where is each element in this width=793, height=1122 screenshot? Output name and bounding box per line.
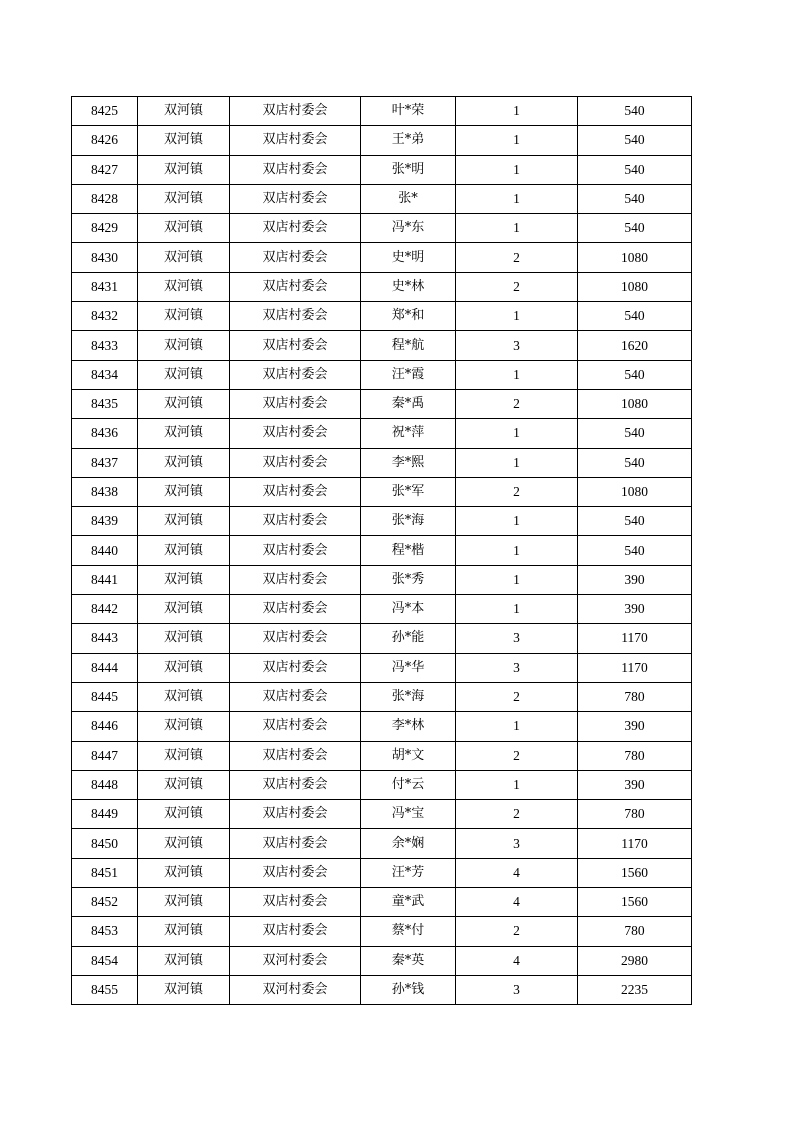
table-row	[72, 624, 692, 653]
table-row	[72, 389, 692, 418]
town-cell: 双河镇	[138, 653, 230, 682]
row-number-cell: 8426	[72, 126, 138, 155]
row-number-cell: 8455	[72, 975, 138, 1004]
row-number-cell: 8441	[72, 565, 138, 594]
row-number-cell: 8435	[72, 389, 138, 418]
amount-cell: 1170	[578, 624, 692, 653]
count-cell: 2	[456, 800, 578, 829]
row-number-cell: 8444	[72, 653, 138, 682]
count-cell: 1	[456, 214, 578, 243]
count-cell: 2	[456, 741, 578, 770]
amount-cell: 390	[578, 565, 692, 594]
name-cell: 付*云	[361, 770, 456, 799]
count-cell: 1	[456, 712, 578, 741]
table-row	[72, 272, 692, 301]
village-committee-cell: 双店村委会	[230, 888, 361, 917]
amount-cell: 540	[578, 214, 692, 243]
amount-cell: 2235	[578, 975, 692, 1004]
amount-cell: 540	[578, 126, 692, 155]
count-cell: 2	[456, 477, 578, 506]
table-row	[72, 302, 692, 331]
table-row	[72, 946, 692, 975]
amount-cell: 540	[578, 97, 692, 126]
name-cell: 史*明	[361, 243, 456, 272]
row-number-cell: 8453	[72, 917, 138, 946]
row-number-cell: 8450	[72, 829, 138, 858]
name-cell: 祝*萍	[361, 419, 456, 448]
row-number-cell: 8449	[72, 800, 138, 829]
count-cell: 4	[456, 858, 578, 887]
count-cell: 1	[456, 184, 578, 213]
town-cell: 双河镇	[138, 419, 230, 448]
name-cell: 李*熙	[361, 448, 456, 477]
name-cell: 张*海	[361, 507, 456, 536]
count-cell: 1	[456, 302, 578, 331]
name-cell: 孙*钱	[361, 975, 456, 1004]
row-number-cell: 8443	[72, 624, 138, 653]
amount-cell: 2980	[578, 946, 692, 975]
row-number-cell: 8427	[72, 155, 138, 184]
village-committee-cell: 双店村委会	[230, 477, 361, 506]
table-row	[72, 243, 692, 272]
amount-cell: 1080	[578, 272, 692, 301]
count-cell: 2	[456, 917, 578, 946]
name-cell: 冯*华	[361, 653, 456, 682]
name-cell: 郑*和	[361, 302, 456, 331]
name-cell: 张*	[361, 184, 456, 213]
count-cell: 1	[456, 507, 578, 536]
village-committee-cell: 双店村委会	[230, 243, 361, 272]
count-cell: 3	[456, 624, 578, 653]
village-committee-cell: 双店村委会	[230, 741, 361, 770]
village-committee-cell: 双店村委会	[230, 184, 361, 213]
village-committee-cell: 双店村委会	[230, 419, 361, 448]
table-row	[72, 975, 692, 1004]
amount-cell: 780	[578, 682, 692, 711]
village-committee-cell: 双店村委会	[230, 565, 361, 594]
town-cell: 双河镇	[138, 800, 230, 829]
table-row	[72, 888, 692, 917]
name-cell: 余*娴	[361, 829, 456, 858]
table-row	[72, 184, 692, 213]
row-number-cell: 8436	[72, 419, 138, 448]
table-row	[72, 214, 692, 243]
amount-cell: 540	[578, 536, 692, 565]
table-row	[72, 507, 692, 536]
name-cell: 张*明	[361, 155, 456, 184]
name-cell: 童*武	[361, 888, 456, 917]
amount-cell: 780	[578, 741, 692, 770]
amount-cell: 540	[578, 419, 692, 448]
table-row	[72, 155, 692, 184]
amount-cell: 780	[578, 800, 692, 829]
amount-cell: 1560	[578, 858, 692, 887]
row-number-cell: 8442	[72, 595, 138, 624]
row-number-cell: 8438	[72, 477, 138, 506]
village-committee-cell: 双店村委会	[230, 389, 361, 418]
village-committee-cell: 双店村委会	[230, 97, 361, 126]
count-cell: 1	[456, 419, 578, 448]
town-cell: 双河镇	[138, 214, 230, 243]
name-cell: 王*弟	[361, 126, 456, 155]
count-cell: 3	[456, 829, 578, 858]
amount-cell: 1560	[578, 888, 692, 917]
count-cell: 1	[456, 360, 578, 389]
count-cell: 4	[456, 888, 578, 917]
amount-cell: 390	[578, 595, 692, 624]
town-cell: 双河镇	[138, 448, 230, 477]
count-cell: 2	[456, 389, 578, 418]
table-row	[72, 712, 692, 741]
amount-cell: 1080	[578, 243, 692, 272]
town-cell: 双河镇	[138, 770, 230, 799]
amount-cell: 1080	[578, 389, 692, 418]
village-committee-cell: 双店村委会	[230, 829, 361, 858]
village-committee-cell: 双店村委会	[230, 126, 361, 155]
town-cell: 双河镇	[138, 565, 230, 594]
village-committee-cell: 双店村委会	[230, 214, 361, 243]
table-row	[72, 829, 692, 858]
amount-cell: 780	[578, 917, 692, 946]
town-cell: 双河镇	[138, 184, 230, 213]
count-cell: 4	[456, 946, 578, 975]
table-row	[72, 536, 692, 565]
name-cell: 李*林	[361, 712, 456, 741]
table-row	[72, 126, 692, 155]
name-cell: 张*军	[361, 477, 456, 506]
table-row	[72, 360, 692, 389]
town-cell: 双河镇	[138, 595, 230, 624]
town-cell: 双河镇	[138, 712, 230, 741]
count-cell: 1	[456, 97, 578, 126]
name-cell: 冯*宝	[361, 800, 456, 829]
row-number-cell: 8445	[72, 682, 138, 711]
count-cell: 1	[456, 126, 578, 155]
amount-cell: 390	[578, 770, 692, 799]
row-number-cell: 8434	[72, 360, 138, 389]
count-cell: 3	[456, 331, 578, 360]
row-number-cell: 8433	[72, 331, 138, 360]
name-cell: 秦*禹	[361, 389, 456, 418]
town-cell: 双河镇	[138, 917, 230, 946]
village-committee-cell: 双店村委会	[230, 770, 361, 799]
table-row	[72, 448, 692, 477]
row-number-cell: 8432	[72, 302, 138, 331]
table-body	[72, 97, 692, 1005]
table-row	[72, 770, 692, 799]
table-row	[72, 741, 692, 770]
town-cell: 双河镇	[138, 360, 230, 389]
count-cell: 2	[456, 272, 578, 301]
amount-cell: 1170	[578, 829, 692, 858]
town-cell: 双河镇	[138, 272, 230, 301]
name-cell: 张*秀	[361, 565, 456, 594]
row-number-cell: 8431	[72, 272, 138, 301]
table-row	[72, 682, 692, 711]
town-cell: 双河镇	[138, 477, 230, 506]
name-cell: 冯*本	[361, 595, 456, 624]
row-number-cell: 8451	[72, 858, 138, 887]
count-cell: 1	[456, 565, 578, 594]
name-cell: 胡*文	[361, 741, 456, 770]
name-cell: 汪*霞	[361, 360, 456, 389]
table-row	[72, 565, 692, 594]
town-cell: 双河镇	[138, 331, 230, 360]
name-cell: 蔡*付	[361, 917, 456, 946]
town-cell: 双河镇	[138, 302, 230, 331]
village-committee-cell: 双店村委会	[230, 155, 361, 184]
row-number-cell: 8437	[72, 448, 138, 477]
row-number-cell: 8429	[72, 214, 138, 243]
name-cell: 程*航	[361, 331, 456, 360]
village-committee-cell: 双店村委会	[230, 272, 361, 301]
table-row	[72, 595, 692, 624]
amount-cell: 1170	[578, 653, 692, 682]
town-cell: 双河镇	[138, 624, 230, 653]
row-number-cell: 8440	[72, 536, 138, 565]
village-committee-cell: 双店村委会	[230, 653, 361, 682]
town-cell: 双河镇	[138, 97, 230, 126]
town-cell: 双河镇	[138, 829, 230, 858]
count-cell: 3	[456, 975, 578, 1004]
town-cell: 双河镇	[138, 682, 230, 711]
amount-cell: 1080	[578, 477, 692, 506]
row-number-cell: 8425	[72, 97, 138, 126]
town-cell: 双河镇	[138, 946, 230, 975]
count-cell: 1	[456, 770, 578, 799]
village-committee-cell: 双店村委会	[230, 331, 361, 360]
village-committee-cell: 双店村委会	[230, 624, 361, 653]
village-committee-cell: 双店村委会	[230, 917, 361, 946]
table-row	[72, 97, 692, 126]
count-cell: 3	[456, 653, 578, 682]
name-cell: 叶*荣	[361, 97, 456, 126]
name-cell: 汪*芳	[361, 858, 456, 887]
row-number-cell: 8448	[72, 770, 138, 799]
amount-cell: 540	[578, 302, 692, 331]
data-table	[71, 96, 692, 1005]
table-row	[72, 477, 692, 506]
village-committee-cell: 双店村委会	[230, 712, 361, 741]
town-cell: 双河镇	[138, 536, 230, 565]
village-committee-cell: 双店村委会	[230, 682, 361, 711]
town-cell: 双河镇	[138, 507, 230, 536]
town-cell: 双河镇	[138, 126, 230, 155]
table-row	[72, 419, 692, 448]
count-cell: 2	[456, 243, 578, 272]
village-committee-cell: 双河村委会	[230, 975, 361, 1004]
village-committee-cell: 双店村委会	[230, 595, 361, 624]
table-row	[72, 917, 692, 946]
name-cell: 秦*英	[361, 946, 456, 975]
village-committee-cell: 双店村委会	[230, 360, 361, 389]
amount-cell: 390	[578, 712, 692, 741]
village-committee-cell: 双店村委会	[230, 302, 361, 331]
name-cell: 史*林	[361, 272, 456, 301]
row-number-cell: 8430	[72, 243, 138, 272]
count-cell: 1	[456, 155, 578, 184]
amount-cell: 540	[578, 507, 692, 536]
count-cell: 1	[456, 595, 578, 624]
row-number-cell: 8454	[72, 946, 138, 975]
amount-cell: 1620	[578, 331, 692, 360]
village-committee-cell: 双店村委会	[230, 858, 361, 887]
village-committee-cell: 双店村委会	[230, 536, 361, 565]
village-committee-cell: 双店村委会	[230, 448, 361, 477]
town-cell: 双河镇	[138, 243, 230, 272]
table-row	[72, 331, 692, 360]
village-committee-cell: 双店村委会	[230, 800, 361, 829]
village-committee-cell: 双店村委会	[230, 507, 361, 536]
amount-cell: 540	[578, 184, 692, 213]
count-cell: 1	[456, 536, 578, 565]
row-number-cell: 8428	[72, 184, 138, 213]
town-cell: 双河镇	[138, 389, 230, 418]
amount-cell: 540	[578, 155, 692, 184]
count-cell: 1	[456, 448, 578, 477]
table-row	[72, 653, 692, 682]
table-row	[72, 800, 692, 829]
town-cell: 双河镇	[138, 741, 230, 770]
town-cell: 双河镇	[138, 975, 230, 1004]
village-committee-cell: 双河村委会	[230, 946, 361, 975]
row-number-cell: 8447	[72, 741, 138, 770]
row-number-cell: 8452	[72, 888, 138, 917]
table-row	[72, 858, 692, 887]
town-cell: 双河镇	[138, 858, 230, 887]
row-number-cell: 8439	[72, 507, 138, 536]
count-cell: 2	[456, 682, 578, 711]
row-number-cell: 8446	[72, 712, 138, 741]
town-cell: 双河镇	[138, 888, 230, 917]
name-cell: 张*海	[361, 682, 456, 711]
town-cell: 双河镇	[138, 155, 230, 184]
name-cell: 冯*东	[361, 214, 456, 243]
amount-cell: 540	[578, 360, 692, 389]
amount-cell: 540	[578, 448, 692, 477]
name-cell: 孙*能	[361, 624, 456, 653]
name-cell: 程*楷	[361, 536, 456, 565]
